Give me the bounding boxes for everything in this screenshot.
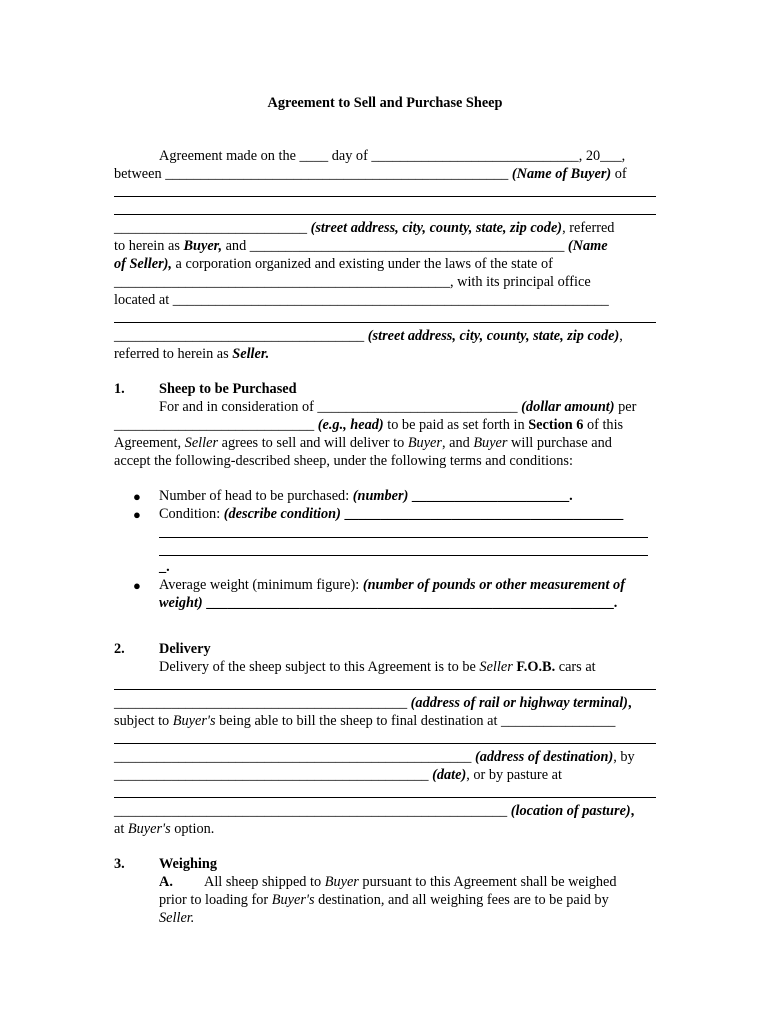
pasture-blank: _______________________________________________________	[114, 803, 508, 819]
bullet-icon: ●	[133, 507, 141, 522]
condition: Condition:	[159, 506, 224, 522]
document-title: Agreement to Sell and Purchase Sheep	[267, 95, 503, 111]
blank-line	[114, 689, 656, 690]
s2-at: at	[114, 821, 128, 837]
destination-blank: __________________________________________________	[114, 749, 472, 765]
intro-comma: ,	[619, 328, 623, 344]
bullet-icon: ●	[133, 489, 141, 504]
intro-line-5	[114, 256, 553, 273]
average-weight: Average weight (minimum figure):	[159, 577, 363, 593]
s2-line-1	[159, 659, 596, 676]
buyer-name-label: (Name of Buyer)	[511, 166, 612, 182]
s1-line-1	[159, 399, 636, 416]
s2-line-7	[114, 821, 214, 838]
blank-line	[114, 196, 656, 197]
weight-blank: _________________________________________________________.	[202, 595, 618, 611]
terminal-label: (address of rail or highway terminal)	[410, 695, 628, 711]
buyer-term: Buyer,	[183, 238, 223, 254]
dollar-amount-label: (dollar amount)	[521, 399, 615, 415]
fob-term: F.O.B.	[512, 659, 556, 675]
intro-referred: , referred	[562, 220, 615, 236]
date-blank: ____________________________________________	[114, 767, 429, 783]
s1-per: per	[614, 399, 637, 415]
intro-line-1: Agreement made on the ____ day of _____________________________, 20___,	[159, 148, 626, 164]
blank-line	[114, 214, 656, 215]
s1-consideration: For and in consideration of ____________________________	[159, 399, 518, 415]
s2-pasture: , or by pasture at	[466, 767, 562, 783]
blank-line	[114, 743, 656, 744]
s3-weighed: pursuant to this Agreement shall be weighed	[358, 874, 617, 890]
s1-line-4: accept the following-described sheep, under the following terms and conditions:	[114, 453, 573, 469]
seller-address-label: (street address, city, county, state, zip code)	[367, 328, 620, 344]
seller-term: Seller.	[232, 346, 270, 362]
s2-buyers-2: Buyer's	[127, 821, 171, 837]
intro-line-7: located at _____________________________________________________________	[114, 292, 609, 308]
s1-bullet-number	[159, 488, 573, 505]
s1-buyer: Buyer	[407, 435, 442, 451]
terminal-blank: _________________________________________	[114, 695, 408, 711]
number-of-head: Number of head to be purchased:	[159, 488, 353, 504]
number-blank: ______________________.	[408, 488, 573, 504]
s3-buyer: Buyer	[324, 874, 359, 890]
section-2-number: 2.	[114, 641, 125, 657]
s2-seller: Seller	[479, 659, 513, 675]
s2-cars-at: cars at	[555, 659, 596, 675]
s2-subject: subject to	[114, 713, 173, 729]
weight-label: (number of pounds or other measurement of	[362, 577, 625, 593]
s1-will-purchase: will purchase and	[507, 435, 612, 451]
s2-option: option.	[170, 821, 215, 837]
intro-seller-blank: and ____________________________________________	[222, 238, 565, 254]
s2-line-3	[114, 713, 615, 730]
s1-unit-blank: ____________________________	[114, 417, 315, 433]
intro-of: of	[611, 166, 627, 182]
destination-label: (address of destination)	[475, 749, 614, 765]
s3-fees: destination, and all weighing fees are to be paid by	[314, 892, 609, 908]
s3-all-sheep: All sheep shipped to	[204, 874, 325, 890]
s1-buyer-2: Buyer	[473, 435, 508, 451]
intro-line-4	[114, 238, 608, 255]
s2-buyers: Buyer's	[172, 713, 216, 729]
intro-referred-seller: referred to herein as	[114, 346, 233, 362]
intro-herein: to herein as	[114, 238, 184, 254]
intro-line-3	[114, 220, 614, 237]
s2-line-4	[114, 749, 635, 766]
s3-line-3: Seller.	[159, 910, 195, 926]
intro-buyer-blank: between ________________________________________________	[114, 166, 509, 182]
number-label: (number)	[352, 488, 409, 504]
section-3-heading: Weighing	[159, 856, 217, 872]
s1-paid: to be paid as set forth in	[383, 417, 529, 433]
s1-bullet-condition	[159, 506, 623, 523]
s3-subsection-a: A.	[159, 874, 173, 890]
section-1-heading: Sheep to be Purchased	[159, 381, 297, 397]
seller-name-label: (Name	[567, 238, 608, 254]
section-1-number: 1.	[114, 381, 125, 397]
section-6-ref: Section 6	[528, 417, 584, 433]
s1-agreement: Agreement,	[114, 435, 185, 451]
pasture-label: (location of pasture)	[510, 803, 631, 819]
bullet-icon: ●	[133, 578, 141, 593]
unit-label: (e.g., head)	[317, 417, 384, 433]
section-3-number: 3.	[114, 856, 125, 872]
intro-corporation: a corporation organized and existing under the laws of the state of	[171, 256, 553, 272]
weight-label-cont: weight)	[159, 595, 203, 611]
condition-label: (describe condition)	[223, 506, 341, 522]
intro-line-9	[114, 346, 269, 363]
s3-line-1	[204, 874, 617, 891]
intro-line-8	[114, 328, 623, 345]
s2-line-5	[114, 767, 562, 784]
s1-seller: Seller	[184, 435, 219, 451]
condition-blank: _______________________________________	[340, 506, 624, 522]
intro-address-blank: ___________________________	[114, 220, 308, 236]
s2-comma: ,	[627, 695, 632, 711]
s3-line-2	[159, 892, 609, 909]
s3-buyers: Buyer's	[271, 892, 315, 908]
blank-line	[159, 537, 648, 538]
s2-delivery: Delivery of the sheep subject to this Agreement is to be	[159, 659, 480, 675]
s1-and: , and	[441, 435, 474, 451]
seller-address-blank: ___________________________________	[114, 328, 365, 344]
buyer-address-label: (street address, city, county, state, zip code)	[310, 220, 563, 236]
seller-name-label-cont: of Seller),	[114, 256, 172, 272]
s2-comma-2: ,	[630, 803, 635, 819]
condition-end: _.	[159, 559, 170, 575]
s2-bill: being able to bill the sheep to final destination at ________________	[215, 713, 616, 729]
s1-agrees: agrees to sell and will deliver to	[218, 435, 408, 451]
s2-line-6	[114, 803, 634, 820]
blank-line	[159, 555, 648, 556]
s1-line-3	[114, 435, 612, 452]
s1-bullet-weight-2	[159, 595, 617, 612]
section-2-heading: Delivery	[159, 641, 211, 657]
date-label: (date)	[432, 767, 467, 783]
s2-line-2	[114, 695, 632, 712]
intro-line-2	[114, 166, 627, 183]
blank-line	[114, 797, 656, 798]
s3-prior: prior to loading for	[159, 892, 272, 908]
s2-by: , by	[613, 749, 635, 765]
s1-bullet-weight	[159, 577, 625, 594]
intro-line-6: _______________________________________________, with its principal office	[114, 274, 591, 290]
s1-line-2	[114, 417, 623, 434]
blank-line	[114, 322, 656, 323]
s1-of-this: of this	[583, 417, 624, 433]
